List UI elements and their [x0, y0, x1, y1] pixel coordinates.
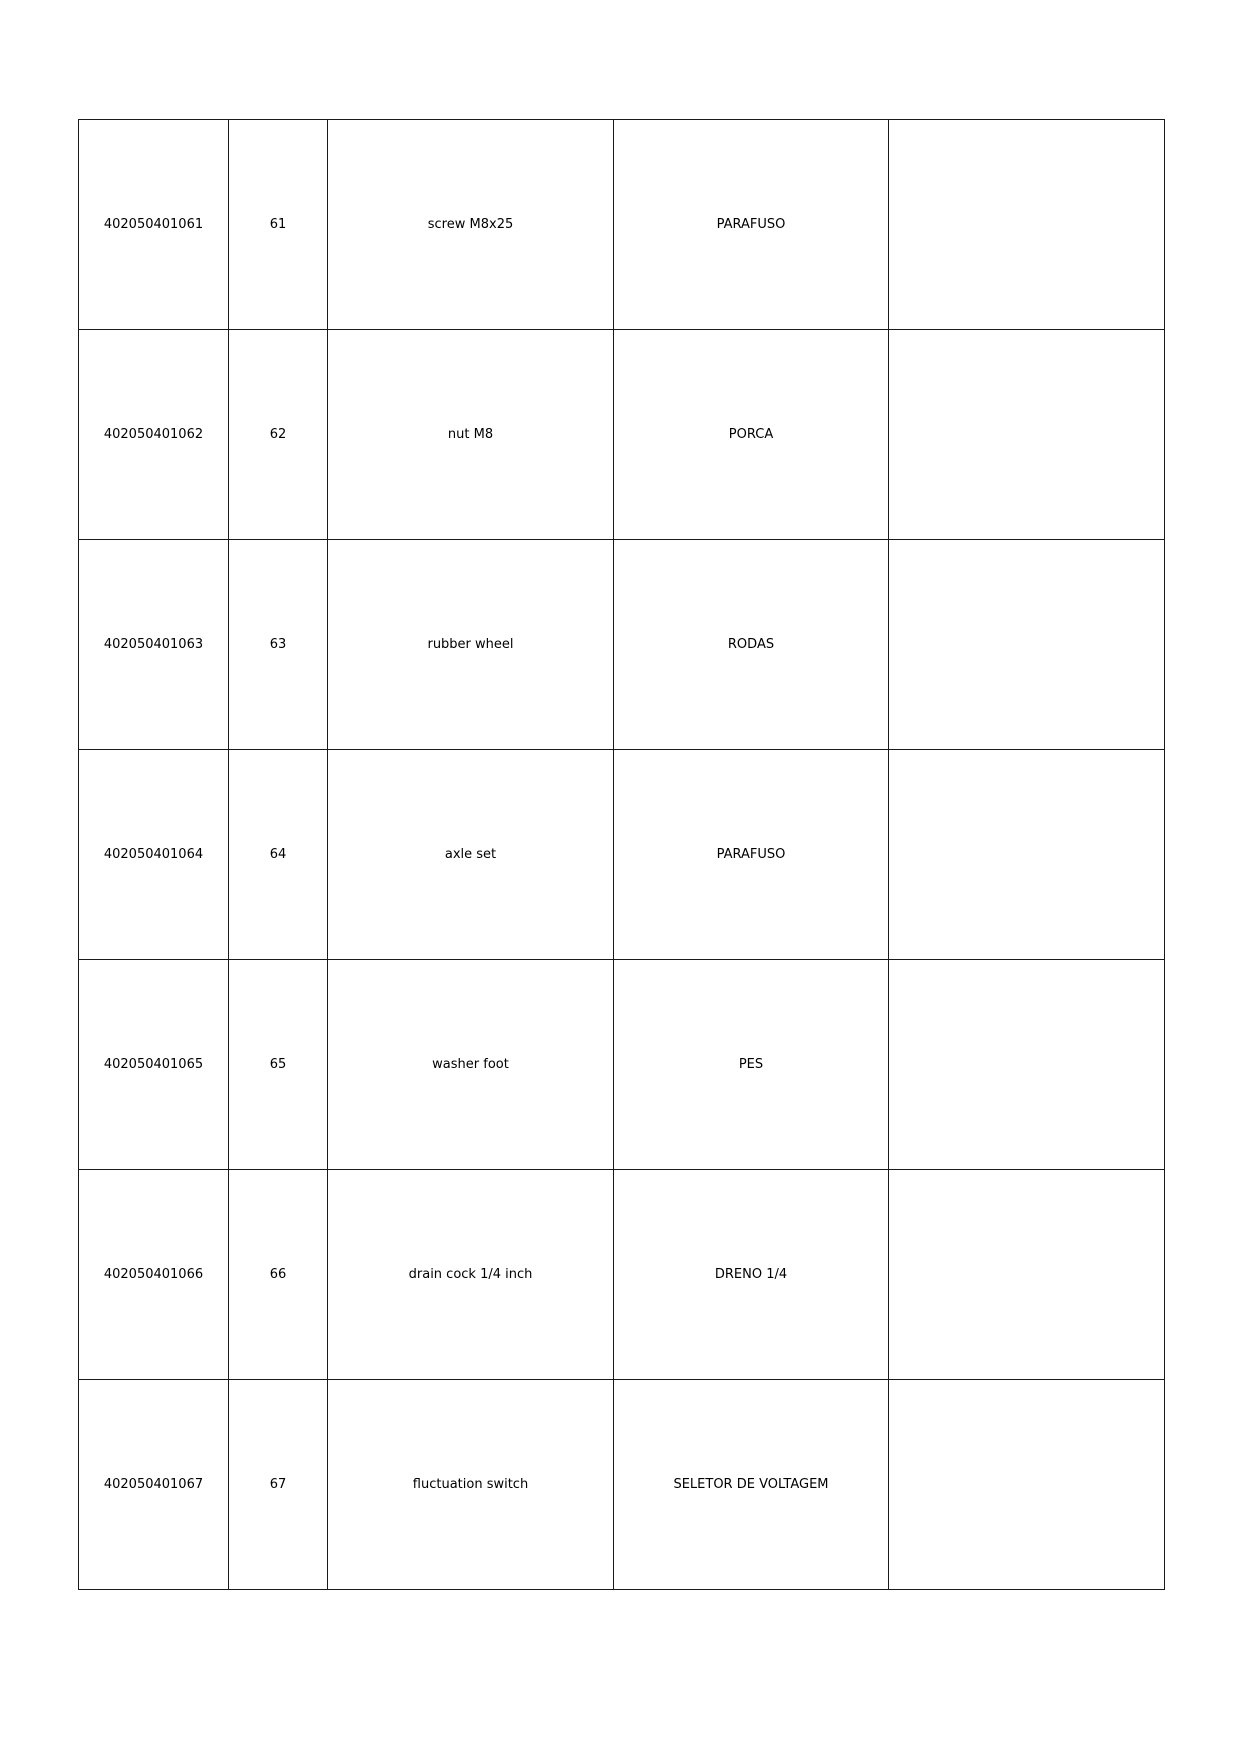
item-number-cell: 64	[229, 750, 328, 960]
description-pt-cell: PARAFUSO	[614, 120, 889, 330]
table-row	[79, 120, 1165, 330]
description-pt-cell: DRENO 1/4	[614, 1170, 889, 1380]
part-code-cell: 402050401063	[79, 540, 229, 750]
note-cell	[889, 540, 1165, 750]
note-cell	[889, 750, 1165, 960]
part-code-cell: 402050401062	[79, 330, 229, 540]
table-row	[79, 540, 1165, 750]
description-en-cell: axle set	[328, 750, 614, 960]
part-code-cell: 402050401061	[79, 120, 229, 330]
note-cell	[889, 1380, 1165, 1590]
table-row	[79, 330, 1165, 540]
description-en-cell: rubber wheel	[328, 540, 614, 750]
description-en-cell: nut M8	[328, 330, 614, 540]
item-number-cell: 65	[229, 960, 328, 1170]
description-en-cell: washer foot	[328, 960, 614, 1170]
note-cell	[889, 120, 1165, 330]
description-pt-cell: PES	[614, 960, 889, 1170]
note-cell	[889, 330, 1165, 540]
item-number-cell: 61	[229, 120, 328, 330]
note-cell	[889, 1170, 1165, 1380]
table-row	[79, 960, 1165, 1170]
note-cell	[889, 960, 1165, 1170]
description-en-cell: screw M8x25	[328, 120, 614, 330]
table-row	[79, 1170, 1165, 1380]
part-code-cell: 402050401066	[79, 1170, 229, 1380]
table-row	[79, 1380, 1165, 1590]
part-code-cell: 402050401065	[79, 960, 229, 1170]
description-pt-cell: PARAFUSO	[614, 750, 889, 960]
parts-table	[78, 119, 1165, 1590]
description-en-cell: fluctuation switch	[328, 1380, 614, 1590]
description-en-cell: drain cock 1/4 inch	[328, 1170, 614, 1380]
table-row	[79, 750, 1165, 960]
item-number-cell: 66	[229, 1170, 328, 1380]
description-pt-cell: SELETOR DE VOLTAGEM	[614, 1380, 889, 1590]
item-number-cell: 63	[229, 540, 328, 750]
part-code-cell: 402050401064	[79, 750, 229, 960]
part-code-cell: 402050401067	[79, 1380, 229, 1590]
description-pt-cell: PORCA	[614, 330, 889, 540]
description-pt-cell: RODAS	[614, 540, 889, 750]
item-number-cell: 67	[229, 1380, 328, 1590]
item-number-cell: 62	[229, 330, 328, 540]
